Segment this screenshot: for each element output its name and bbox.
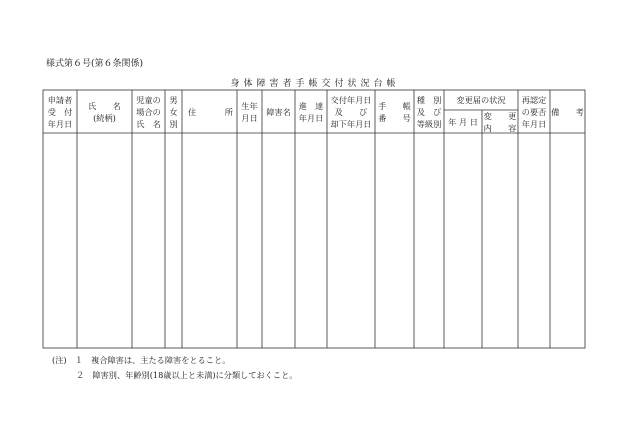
header-issue-reject-date bbox=[327, 90, 375, 133]
header-name bbox=[77, 90, 132, 133]
header-change-status bbox=[444, 90, 518, 110]
header-text: 障害名 bbox=[266, 106, 291, 117]
header-text: 児童の bbox=[136, 94, 161, 105]
header-text: 年月日 bbox=[47, 118, 73, 129]
header-text: 場合の bbox=[136, 106, 161, 117]
header-text: 変 更 bbox=[483, 110, 517, 121]
header-type-grade bbox=[414, 90, 444, 133]
header-text: 種 別 bbox=[416, 94, 442, 105]
header-child-name bbox=[132, 90, 165, 133]
header-sex bbox=[165, 90, 182, 133]
header-text: 再認定 bbox=[521, 94, 547, 105]
note-1: (注) １ 複合障害は、主たる障害をとること。 bbox=[52, 355, 231, 365]
header-text: 氏 名 bbox=[88, 100, 121, 111]
header-text: (続柄) bbox=[93, 112, 116, 123]
header-text: 受 付 bbox=[47, 106, 73, 117]
header-text: 氏 名 bbox=[136, 118, 161, 129]
header-forward-date bbox=[295, 90, 327, 133]
header-text: 却下年月日 bbox=[330, 118, 372, 129]
header-text: 女 bbox=[169, 106, 178, 117]
header-text: 変更届の状況 bbox=[456, 95, 506, 105]
header-recertification bbox=[518, 90, 550, 133]
header-text: 及 び bbox=[416, 106, 442, 117]
header-text: 年 月 日 bbox=[448, 116, 478, 127]
form-number: 様式第６号(第６条関係) bbox=[46, 59, 144, 69]
header-remarks bbox=[550, 90, 585, 133]
header-text: 申請者 bbox=[47, 94, 73, 105]
note-2: ２ 障害別、年齢別(18歳以上と未満)に分類しておくこと。 bbox=[76, 370, 298, 380]
header-text: 内 容 bbox=[483, 122, 517, 133]
header-text: 住 bbox=[188, 106, 197, 117]
header-birth-date bbox=[237, 90, 262, 133]
page-title: 身体障害者手帳交付状況台帳 bbox=[230, 79, 400, 89]
header-disability-name bbox=[262, 90, 295, 133]
header-text: の要否 bbox=[521, 106, 547, 117]
header-applicant-receipt-date bbox=[43, 90, 77, 133]
header-text: 等級別 bbox=[416, 118, 442, 129]
header-text: 年月日 bbox=[521, 118, 547, 129]
header-text: 男 bbox=[169, 94, 178, 105]
header-text: 生年 bbox=[241, 100, 258, 111]
header-change-content bbox=[482, 110, 518, 133]
header-text: 別 bbox=[169, 118, 178, 129]
header-text: 備 考 bbox=[551, 106, 584, 117]
header-text: 所 bbox=[224, 106, 233, 117]
header-text: 番 号 bbox=[378, 112, 411, 123]
header-text: 手 帳 bbox=[378, 100, 411, 111]
header-text: 月日 bbox=[241, 112, 258, 123]
header-text: 及 び bbox=[334, 106, 368, 117]
header-change-date bbox=[444, 110, 482, 133]
header-text: 交付年月日 bbox=[330, 94, 372, 105]
header-address bbox=[182, 90, 237, 133]
header-text: 進 達 bbox=[298, 100, 324, 111]
header-text: 年月日 bbox=[298, 112, 324, 123]
header-notebook-number bbox=[375, 90, 414, 133]
